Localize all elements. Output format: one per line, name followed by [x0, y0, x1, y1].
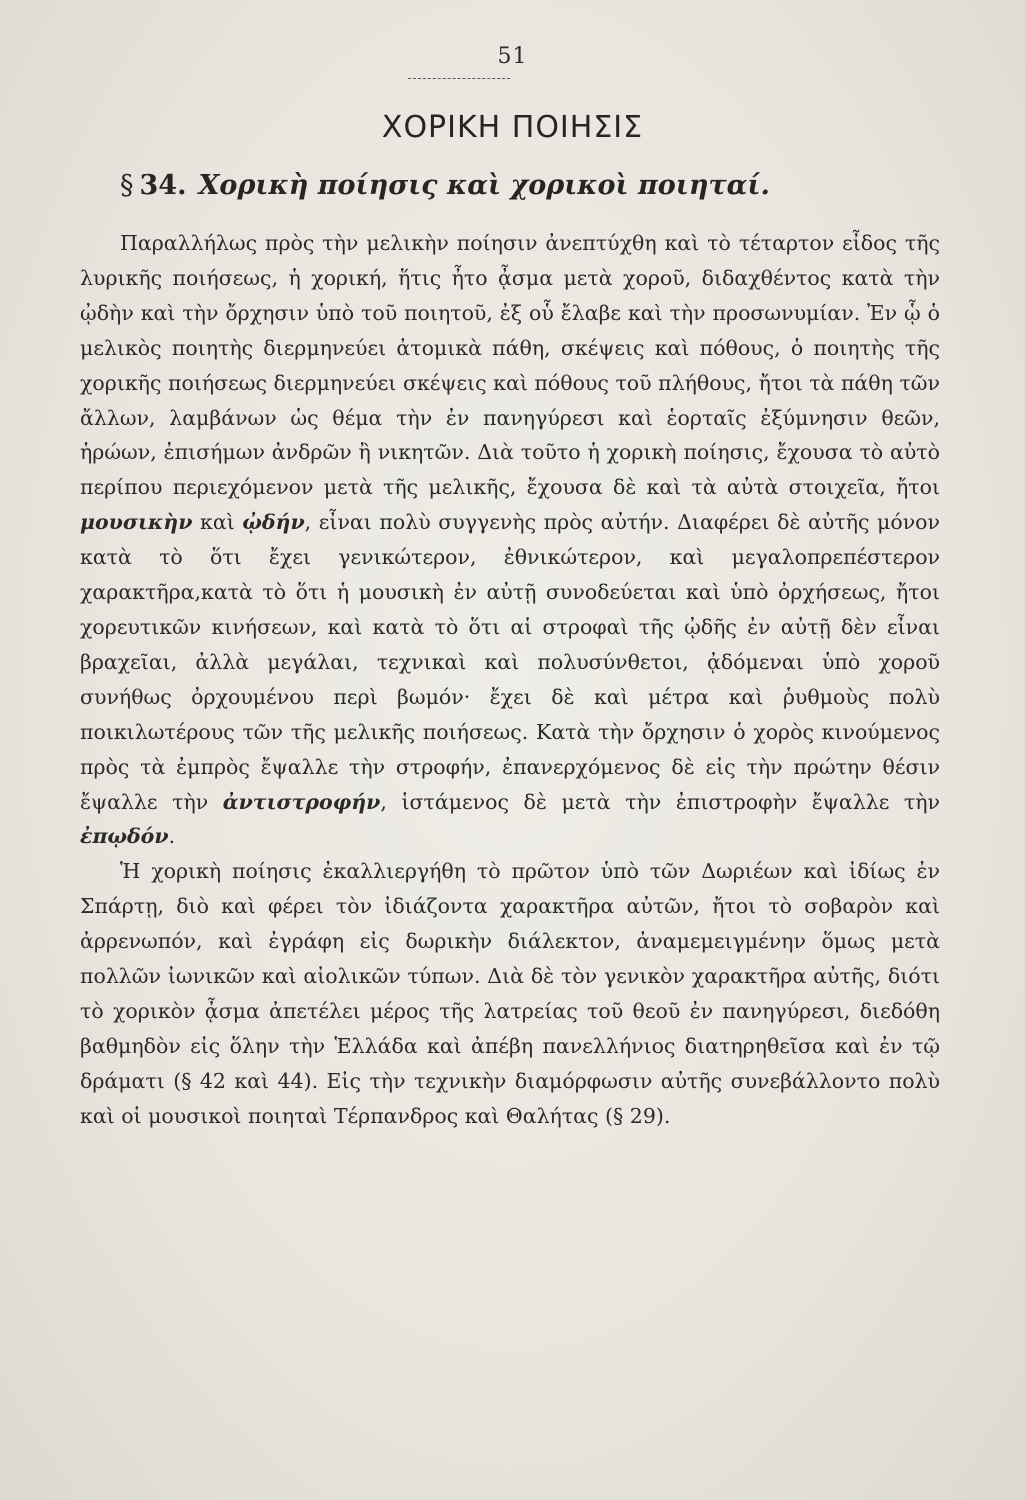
section-title: Χορικὴ ποίησις καὶ χορικοὶ ποιηταί.	[198, 170, 770, 201]
emphasized-term: ἀντιστροφήν	[222, 789, 381, 814]
text-segment: Παραλλήλως πρὸς τὴν μελικὴν ποίησιν ἀνεπτύχθη καὶ τὸ τέταρτον εἶδος τῆς λυρικῆς ποιήσεως, ἡ χορική, ἥτις ἦτο ᾆσμα μετὰ χοροῦ, διδαχθέντος κατὰ τὴν ᾠδὴν καὶ τὴν ὄρχησιν ὑπὸ τοῦ ποιητοῦ, ἐξ οὗ ἔλαβε καὶ τὴν προσωνυμίαν. Ἐν ᾧ ὁ μελικὸς ποιητὴς διερμηνεύει ἀτομικὰ πάθη, σκέψεις καὶ πόθους, ὁ ποιητὴς τῆς χορικῆς ποιήσεως διερμηνεύει σκέψεις καὶ πόθους τοῦ πλήθους, ἤτοι τὰ πάθη τῶν ἄλλων, λαμβάνων ὡς θέμα τὴν ἐν πανηγύρεσι καὶ ἑορταῖς ἐξύμνησιν θεῶν, ἡρώων, ἐπισήμων ἀνδρῶν ἢ νικητῶν. Διὰ τοῦτο ἡ χορικὴ ποίησις, ἔχουσα τὸ αὐτὸ περίπου περιεχόμενον μετὰ τῆς μελικῆς, ἔχουσα δὲ καὶ τὰ αὐτὰ στοιχεῖα, ἤτοι	[80, 231, 940, 500]
text-segment: Ἡ χορικὴ ποίησις ἐκαλλιεργήθη τὸ πρῶτον ὑπὸ τῶν Δωριέων καὶ ἰδίως ἐν Σπάρτῃ, διὸ καὶ φέρει τὸν ἰδιάζοντα χαρακτῆρα αὐτῶν, ἤτοι τὸ σοβαρὸν καὶ ἀρρενωπόν, καὶ ἐγράφη εἰς δωρικὴν διάλεκτον, ἀναμεμειγμένην ὅμως μετὰ πολλῶν ἰωνικῶν καὶ αἰολικῶν τύπων. Διὰ δὲ τὸν γενικὸν χαρακτῆρα αὐτῆς, διότι τὸ χορικὸν ᾆσμα ἀπετέλει μέρος τῆς λατρείας τοῦ θεοῦ ἐν πανηγύρεσι, διεδόθη βαθμηδὸν εἰς ὅλην τὴν Ἑλλάδα καὶ ἀπέβη πανελλήνιος διατηρηθεῖσα καὶ ἐν τῷ δράματι (§ 42 καὶ 44). Εἰς τὴν τεχνικὴν διαμόρφωσιν αὐτῆς συνεβάλλοντο πολὺ καὶ οἱ μουσικοὶ ποιηταὶ Τέρπανδρος καὶ Θαλήτας (§ 29).	[80, 859, 940, 1128]
text-segment: καὶ	[192, 510, 243, 535]
page-number: 51	[497, 44, 528, 69]
section-heading	[120, 170, 940, 201]
emphasized-term: ἐπῳδόν	[80, 824, 169, 849]
page-number-rule	[408, 78, 510, 79]
text-segment: .	[168, 824, 176, 849]
chapter-title: ΧΟΡΙΚΗ ΠΟΙΗΣΙΣ	[381, 110, 644, 145]
paragraph	[80, 854, 940, 1133]
emphasized-term: μουσικὴν	[80, 510, 193, 535]
text-segment: , ἱστάμενος δὲ μετὰ τὴν ἐπιστροφὴν ἔψαλλε τὴν	[380, 789, 940, 814]
section-number: 34.	[139, 170, 187, 201]
emphasized-term: ᾠδήν	[242, 510, 305, 535]
section-symbol: §	[120, 170, 134, 201]
text-segment: , εἶναι πολὺ συγγενὴς πρὸς αὐτήν. Διαφέρει δὲ αὐτῆς μόνον κατὰ τὸ ὅτι ἔχει γενικώτερον, ἐθνικώτερον, καὶ μεγαλοπρεπέστερον χαρακτῆρα,κατὰ τὸ ὅτι ἡ μουσικὴ ἐν αὐτῇ συνοδεύεται καὶ ὑπὸ ὀρχήσεως, ἤτοι χορευτικῶν κινήσεων, καὶ κατὰ τὸ ὅτι αἱ στροφαὶ τῆς ᾠδῆς ἐν αὐτῇ δὲν εἶναι βραχεῖαι, ἀλλὰ μεγάλαι, τεχνικαὶ καὶ πολυσύνθετοι, ᾀδόμεναι ὑπὸ χοροῦ συνήθως ὀρχουμένου περὶ βωμόν· ἔχει δὲ καὶ μέτρα καὶ ῥυθμοὺς πολὺ ποικιλωτέρους τῶν τῆς μελικῆς ποιήσεως. Κατὰ τὴν ὄρχησιν ὁ χορὸς κινούμενος πρὸς τὰ ἐμπρὸς ἔψαλλε τὴν στροφήν, ἐπανερχόμενος δὲ εἰς τὴν πρώτην θέσιν ἔψαλλε τὴν	[80, 510, 940, 814]
paragraph	[80, 226, 940, 854]
body-text	[80, 226, 940, 1134]
